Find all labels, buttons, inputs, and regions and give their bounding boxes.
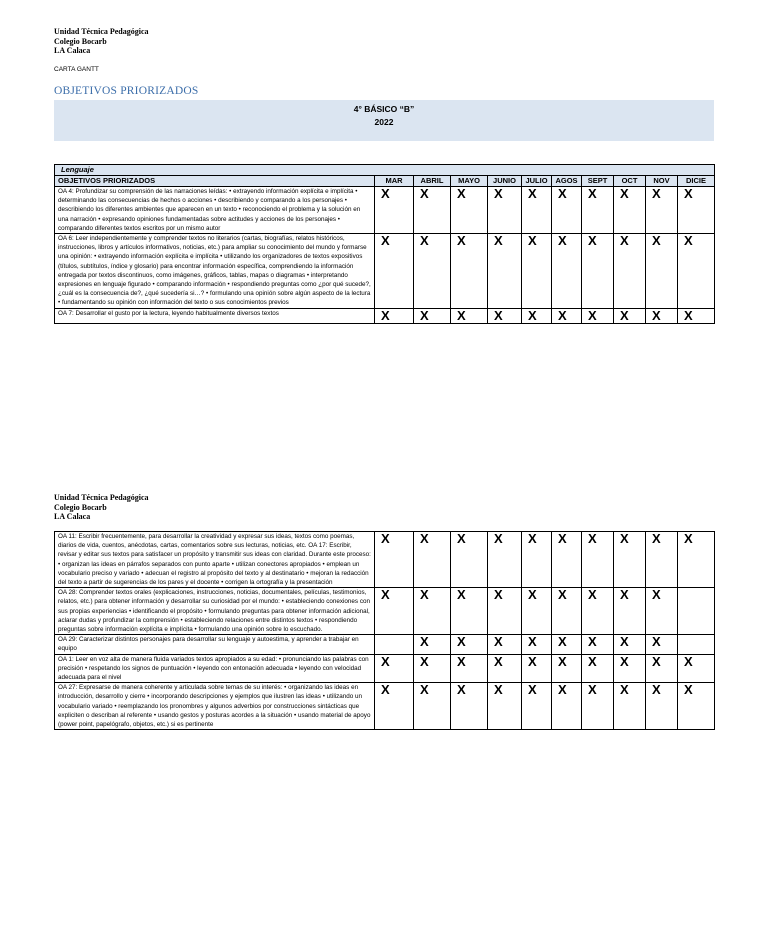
objective-row bbox=[55, 308, 715, 323]
month-mark-cell: X bbox=[614, 187, 646, 234]
header-line-location: LA Calaca bbox=[54, 46, 91, 55]
month-mark-cell: X bbox=[582, 532, 614, 588]
month-mark-cell: X bbox=[646, 683, 678, 730]
month-mark-cell: X bbox=[375, 683, 414, 730]
month-header: NOV bbox=[646, 176, 678, 187]
month-mark-cell: X bbox=[414, 635, 451, 654]
month-mark-cell: X bbox=[488, 532, 522, 588]
section-title: OBJETIVOS PRIORIZADOS bbox=[54, 85, 199, 97]
month-mark-cell: X bbox=[552, 308, 582, 323]
month-mark-cell: X bbox=[414, 588, 451, 635]
school-header-1 bbox=[54, 27, 149, 56]
objective-row bbox=[55, 635, 715, 654]
month-mark-cell: X bbox=[582, 683, 614, 730]
month-mark-cell: X bbox=[552, 654, 582, 683]
month-mark-cell: X bbox=[414, 683, 451, 730]
month-mark-cell: X bbox=[614, 654, 646, 683]
header-line-school: Colegio Bocarb bbox=[54, 36, 107, 46]
month-header: MAYO bbox=[451, 176, 488, 187]
month-mark-cell: X bbox=[414, 187, 451, 234]
month-header-row bbox=[55, 176, 715, 187]
objective-text: OA 6: Leer independientemente y comprender textos no literarios (cartas, biografías, relatos históricos, instrucciones, libros y artículos informativos, noticias, etc.) para ampliar su conocimiento del mundo y formarse una opinión: • extrayendo información explícita e implícita • utilizando los organizadores de textos expositivos (títulos, subtítulos, índice y glosario) para encontrar información específica, comprendiendo la información entregada por textos discontinuos, como imágenes, gráficos, tablas, mapas o diagramas • interpretando expresiones en lenguaje figurado • comparando información • respondiendo preguntas como ¿por qué sucede?, ¿cuál es la consecuencia de?, ¿qué sucedería si…? • formulando una opinión sobre algún aspecto de la lectura • fundamentando su opinión con información del texto o sus conocimientos previos bbox=[55, 234, 375, 309]
month-mark-cell: X bbox=[552, 588, 582, 635]
month-mark-cell: X bbox=[552, 234, 582, 309]
gantt-table-1 bbox=[54, 164, 715, 324]
month-header: MAR bbox=[375, 176, 414, 187]
month-mark-cell: X bbox=[488, 683, 522, 730]
month-header: JUNIO bbox=[488, 176, 522, 187]
month-mark-cell: X bbox=[488, 588, 522, 635]
school-header-2 bbox=[54, 493, 149, 522]
month-mark-cell: X bbox=[451, 234, 488, 309]
month-mark-cell: X bbox=[451, 635, 488, 654]
month-mark-cell: X bbox=[522, 654, 552, 683]
subject-row: Lenguaje bbox=[55, 165, 715, 176]
month-header: SEPT bbox=[582, 176, 614, 187]
grade-banner bbox=[54, 100, 714, 141]
month-mark-cell: X bbox=[488, 234, 522, 309]
month-mark-cell: X bbox=[614, 532, 646, 588]
objective-row bbox=[55, 683, 715, 730]
month-mark-cell bbox=[678, 635, 715, 654]
header-line-unit: Unidad Técnica Pedagógica bbox=[54, 493, 149, 502]
month-mark-cell bbox=[678, 588, 715, 635]
objective-text: OA 4: Profundizar su comprensión de las narraciones leídas: • extrayendo información explícita e implícita • determinando las consecuencias de hechos o acciones • describiendo y comparando a los personajes • describiendo los diferentes ambientes que aparecen en un texto • reconociendo el problema y la solución en una narración • expresando opiniones fundamentadas sobre actitudes y acciones de los personajes • comparando diferentes textos escritos por un mismo autor bbox=[55, 187, 375, 234]
month-mark-cell: X bbox=[678, 187, 715, 234]
month-mark-cell: X bbox=[522, 187, 552, 234]
objective-row bbox=[55, 654, 715, 683]
month-header: OCT bbox=[614, 176, 646, 187]
objective-text: OA 11: Escribir frecuentemente, para desarrollar la creatividad y expresar sus ideas, textos como poemas, diarios de vida, cuentos, anécdotas, cartas, comentarios sobre sus lecturas, noticias, etc. OA 17: Escribir, revisar y editar sus textos para satisfacer un propósito y transmitir sus ideas con claridad. Durante este proceso: • organizan las ideas en párrafos separados con punto aparte • utilizan conectores apropiados • emplean un vocabulario preciso y variado • adecuan el registro al propósito del texto y al destinatario • mejoran la redacción del texto a partir de sugerencias de los pares y el docente • corrigen la ortografía y la presentación bbox=[55, 532, 375, 588]
month-mark-cell: X bbox=[582, 187, 614, 234]
month-mark-cell: X bbox=[646, 635, 678, 654]
month-mark-cell: X bbox=[414, 308, 451, 323]
month-mark-cell: X bbox=[582, 635, 614, 654]
objective-row bbox=[55, 532, 715, 588]
month-mark-cell: X bbox=[375, 187, 414, 234]
month-mark-cell: X bbox=[488, 187, 522, 234]
month-mark-cell: X bbox=[646, 187, 678, 234]
header-line-school: Colegio Bocarb bbox=[54, 502, 107, 512]
month-mark-cell: X bbox=[488, 654, 522, 683]
month-mark-cell: X bbox=[614, 635, 646, 654]
month-mark-cell: X bbox=[414, 234, 451, 309]
month-mark-cell: X bbox=[375, 532, 414, 588]
month-mark-cell: X bbox=[646, 588, 678, 635]
month-mark-cell: X bbox=[614, 683, 646, 730]
month-mark-cell: X bbox=[646, 308, 678, 323]
doc-title: CARTA GANTT bbox=[54, 66, 99, 73]
objective-text: OA 27: Expresarse de manera coherente y articulada sobre temas de su interés: • organizando las ideas en introducción, desarrollo y cierre • incorporando descripciones y ejemplos que ilustren las ideas • utilizando un vocabulario variado • reemplazando los pronombres y algunos adverbios por construcciones sintácticas que expliciten o describan al referente • usando gestos y posturas acordes a la situación • usando material de apoyo (power point, papelógrafo, objetos, etc.) si es pertinente bbox=[55, 683, 375, 730]
month-mark-cell: X bbox=[614, 588, 646, 635]
month-mark-cell: X bbox=[678, 654, 715, 683]
month-mark-cell: X bbox=[678, 683, 715, 730]
month-mark-cell: X bbox=[678, 234, 715, 309]
month-mark-cell bbox=[375, 635, 414, 654]
objective-text: OA 28: Comprender textos orales (explicaciones, instrucciones, noticias, documentales, películas, testimonios, relatos, etc.) para obtener información y desarrollar su curiosidad por el mundo: • estableciendo conexiones con sus propias experiencias • identificando el propósito • formulando preguntas para obtener información adicional, aclarar dudas y profundizar la comprensión • estableciendo relaciones entre distintos textos • respondiendo preguntas sobre información explícita e implícita • formulando una opinión sobre lo escuchado. bbox=[55, 588, 375, 635]
month-mark-cell: X bbox=[375, 654, 414, 683]
objective-row bbox=[55, 234, 715, 309]
month-mark-cell: X bbox=[522, 234, 552, 309]
year-label: 2022 bbox=[374, 117, 394, 127]
month-mark-cell: X bbox=[451, 683, 488, 730]
header-line-unit: Unidad Técnica Pedagógica bbox=[54, 27, 149, 36]
month-mark-cell: X bbox=[678, 532, 715, 588]
month-mark-cell: X bbox=[375, 234, 414, 309]
month-mark-cell: X bbox=[646, 234, 678, 309]
objective-row bbox=[55, 187, 715, 234]
month-mark-cell: X bbox=[552, 635, 582, 654]
month-mark-cell: X bbox=[552, 532, 582, 588]
month-mark-cell: X bbox=[522, 308, 552, 323]
month-mark-cell: X bbox=[552, 683, 582, 730]
objective-row bbox=[55, 588, 715, 635]
month-mark-cell: X bbox=[451, 187, 488, 234]
objective-text: OA 1: Leer en voz alta de manera fluida variados textos apropiados a su edad: • pronunciando las palabras con precisión • respetando los signos de puntuación • leyendo con entonación adecuada • leyendo con velocidad adecuada para el nivel bbox=[55, 654, 375, 683]
header-line-location: LA Calaca bbox=[54, 512, 91, 521]
objective-text: OA 7: Desarrollar el gusto por la lectura, leyendo habitualmente diversos textos bbox=[55, 308, 375, 323]
month-mark-cell: X bbox=[646, 654, 678, 683]
month-mark-cell: X bbox=[582, 234, 614, 309]
month-header: AGOS bbox=[552, 176, 582, 187]
month-mark-cell: X bbox=[451, 654, 488, 683]
month-mark-cell: X bbox=[488, 635, 522, 654]
month-header: JULIO bbox=[522, 176, 552, 187]
month-mark-cell: X bbox=[614, 234, 646, 309]
month-mark-cell: X bbox=[375, 588, 414, 635]
month-mark-cell: X bbox=[414, 654, 451, 683]
month-mark-cell: X bbox=[522, 683, 552, 730]
month-mark-cell: X bbox=[488, 308, 522, 323]
month-header: ABRIL bbox=[414, 176, 451, 187]
month-mark-cell: X bbox=[414, 532, 451, 588]
month-mark-cell: X bbox=[451, 308, 488, 323]
month-mark-cell: X bbox=[451, 588, 488, 635]
month-mark-cell: X bbox=[614, 308, 646, 323]
month-mark-cell: X bbox=[522, 588, 552, 635]
month-mark-cell: X bbox=[582, 588, 614, 635]
month-mark-cell: X bbox=[678, 308, 715, 323]
month-mark-cell: X bbox=[552, 187, 582, 234]
month-mark-cell: X bbox=[582, 308, 614, 323]
month-mark-cell: X bbox=[522, 635, 552, 654]
month-mark-cell: X bbox=[375, 308, 414, 323]
objective-text: OA 29: Caracterizar distintos personajes para desarrollar su lenguaje y autoestima, y aprender a trabajar en equipo bbox=[55, 635, 375, 654]
month-mark-cell: X bbox=[522, 532, 552, 588]
month-mark-cell: X bbox=[646, 532, 678, 588]
grade-label: 4° BÁSICO “B” bbox=[353, 104, 415, 114]
objectives-header: OBJETIVOS PRIORIZADOS bbox=[55, 176, 375, 187]
month-mark-cell: X bbox=[582, 654, 614, 683]
gantt-table-2 bbox=[54, 531, 715, 730]
month-mark-cell: X bbox=[451, 532, 488, 588]
month-header: DICIE bbox=[678, 176, 715, 187]
